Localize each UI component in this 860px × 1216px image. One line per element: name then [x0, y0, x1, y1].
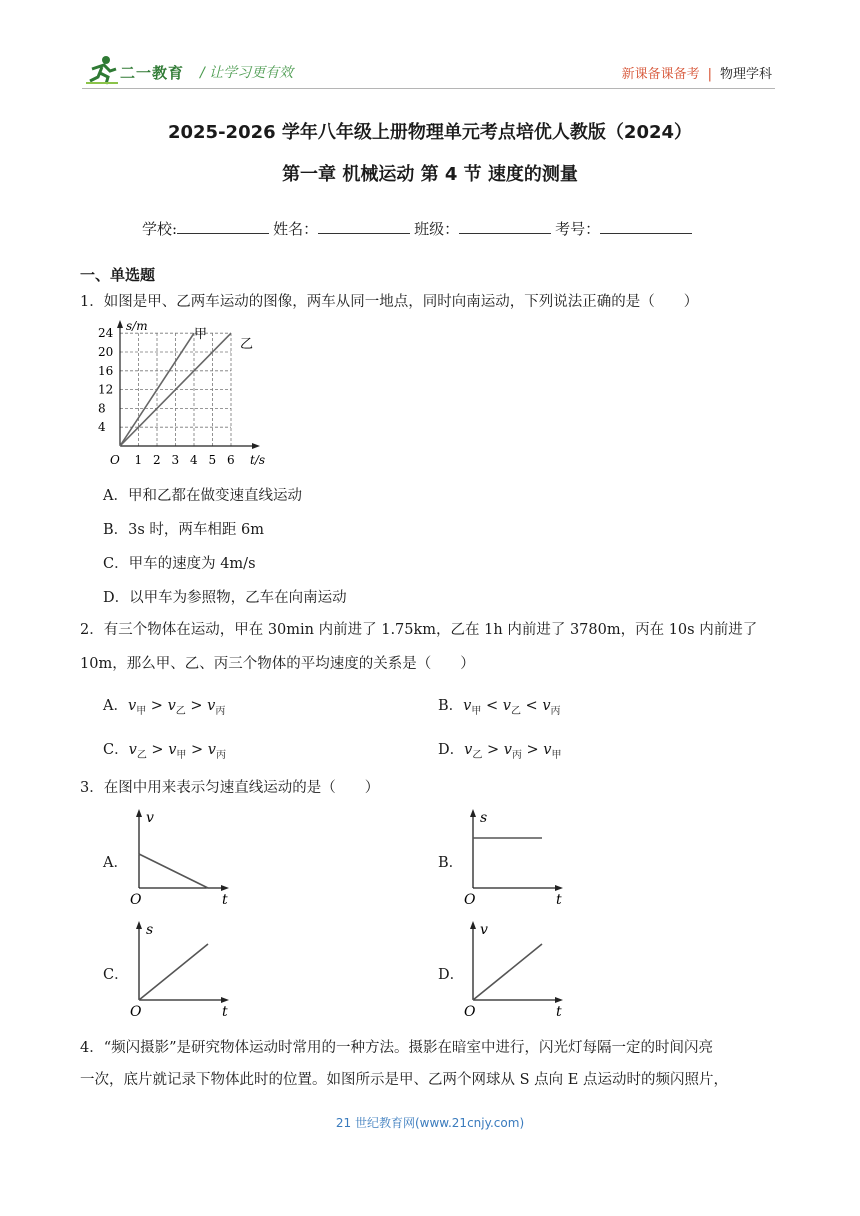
y-tick-label: 12 [98, 382, 114, 397]
svg-text:t: t [556, 892, 562, 906]
arrow-right-icon [221, 997, 229, 1003]
section-heading: 一、单选题 [80, 266, 156, 284]
name-label: 姓名： [273, 220, 319, 238]
header-divider [82, 88, 775, 89]
y-tick-label: 4 [98, 420, 106, 435]
q4-line2: 一次，底片就记录下物体此时的位置。如图所示是甲、乙两个网球从 S 点向 E 点运动时的频闪照片， [80, 1072, 728, 1088]
q1-option-c[interactable]: C．甲车的速度为 4m/s [103, 556, 256, 572]
arrow-up-icon [470, 921, 476, 929]
page-title: 2025-2026 学年八年级上册物理单元考点培优人教版（2024） [167, 122, 693, 143]
header-subject: 物理学科 [719, 67, 772, 82]
q3-option-c-label[interactable]: C． [103, 967, 129, 983]
slogan: / 让学习更有效 [200, 65, 294, 81]
student-info-row [142, 218, 696, 239]
y-tick-label: 20 [98, 345, 114, 359]
q3-option-b-label[interactable]: B． [438, 855, 464, 871]
x-tick-label: 2 [153, 453, 161, 467]
origin-label: O [110, 453, 120, 467]
x-axis-label: t/s [250, 453, 266, 467]
arrow-right-icon [555, 997, 563, 1003]
line-yi-label: 乙 [240, 337, 254, 352]
q2-option-b[interactable]: B．$v_甲 < v_乙 < v_丙$ [438, 698, 561, 717]
y-axis-arrow-icon [117, 320, 123, 328]
svg-text:O: O [464, 892, 476, 906]
arrow-right-icon [221, 885, 229, 891]
q3-option-d-label[interactable]: D． [438, 967, 465, 983]
arrow-right-icon [555, 885, 563, 891]
x-tick-label: 5 [208, 453, 217, 467]
q3-graph-d[interactable] [460, 918, 570, 1018]
arrow-up-icon [136, 809, 142, 817]
x-axis-arrow-icon [252, 443, 260, 449]
y-axis-label: s/m [126, 319, 148, 333]
class-blank [459, 218, 551, 234]
q4-line1: 4．“频闪摄影”是研究物体运动时常用的一种方法。摄影在暗室中进行，闪光灯每隔一定的时间闪亮 [80, 1040, 714, 1056]
q1-option-b[interactable]: B．3s 时，两车相距 6m [103, 522, 265, 538]
q3-graph-b[interactable] [460, 806, 570, 906]
q2-option-c[interactable]: C．$v_乙 > v_甲 > v_丙$ [103, 742, 226, 761]
svg-text:O: O [464, 1004, 476, 1018]
class-label: 班级： [414, 220, 460, 238]
q2-option-a[interactable]: A．$v_甲 > v_乙 > v_丙$ [103, 698, 226, 717]
arrow-up-icon [136, 921, 142, 929]
y-tick-label: 8 [98, 401, 106, 416]
q3-graph-c[interactable] [126, 918, 236, 1018]
page-footer[interactable]: 21 世纪教育网(www.21cnjy.com) [335, 1116, 525, 1130]
line-jia-label: 甲 [194, 327, 208, 342]
school-label: 学校: [142, 220, 178, 238]
name-blank [318, 218, 410, 234]
svg-text:v: v [480, 922, 488, 938]
runner-logo-icon [84, 55, 120, 85]
svg-text:t: t [222, 1004, 228, 1018]
svg-text:s: s [146, 922, 154, 938]
q3-option-a-label[interactable]: A． [103, 855, 128, 871]
school-blank [177, 218, 269, 234]
q1-stem: 1．如图是甲、乙两车运动的图像，两车从同一地点，同时向南运动，下列说法正确的是（ ） [80, 294, 699, 310]
svg-text:t: t [222, 892, 228, 906]
exam-no-label: 考号： [555, 220, 601, 238]
svg-text:O: O [130, 1004, 142, 1018]
svg-text:t: t [556, 1004, 562, 1018]
q1-st-graph [96, 316, 276, 476]
y-tick-label: 24 [98, 326, 114, 341]
brand-name: 二一教育 [120, 64, 185, 82]
x-tick-label: 3 [171, 453, 180, 467]
y-tick-label: 16 [98, 363, 114, 378]
q2-option-d[interactable]: D．$v_乙 > v_丙 > v_甲$ [438, 742, 562, 761]
header-tag: 新课备课备考 [621, 67, 700, 82]
header-right [622, 63, 772, 82]
logo [84, 55, 120, 89]
q1-option-a[interactable]: A．甲和乙都在做变速直线运动 [103, 488, 302, 504]
page-subtitle: 第一章 机械运动 第 4 节 速度的测量 [282, 164, 578, 185]
q3-stem: 3．在图中用来表示匀速直线运动的是（ ） [80, 780, 380, 796]
exam-no-blank [600, 218, 692, 234]
svg-text:v: v [146, 810, 154, 826]
x-tick-label: 4 [190, 453, 198, 467]
x-tick-label: 1 [134, 453, 143, 467]
q1-option-d[interactable]: D．以甲车为参照物，乙车在向南运动 [103, 590, 347, 606]
q3-graph-a[interactable] [126, 806, 236, 906]
svg-text:s: s [480, 810, 488, 826]
svg-text:O: O [130, 892, 142, 906]
arrow-up-icon [470, 809, 476, 817]
x-tick-label: 6 [227, 453, 235, 467]
header-separator: | [707, 67, 712, 82]
q2-stem-line2: 10m，那么甲、乙、丙三个物体的平均速度的关系是（ ） [80, 656, 475, 672]
q2-stem-line1: 2．有三个物体在运动，甲在 30min 内前进了 1.75km，乙在 1h 内前进了 3780m，丙在 10s 内前进了 [80, 622, 758, 638]
